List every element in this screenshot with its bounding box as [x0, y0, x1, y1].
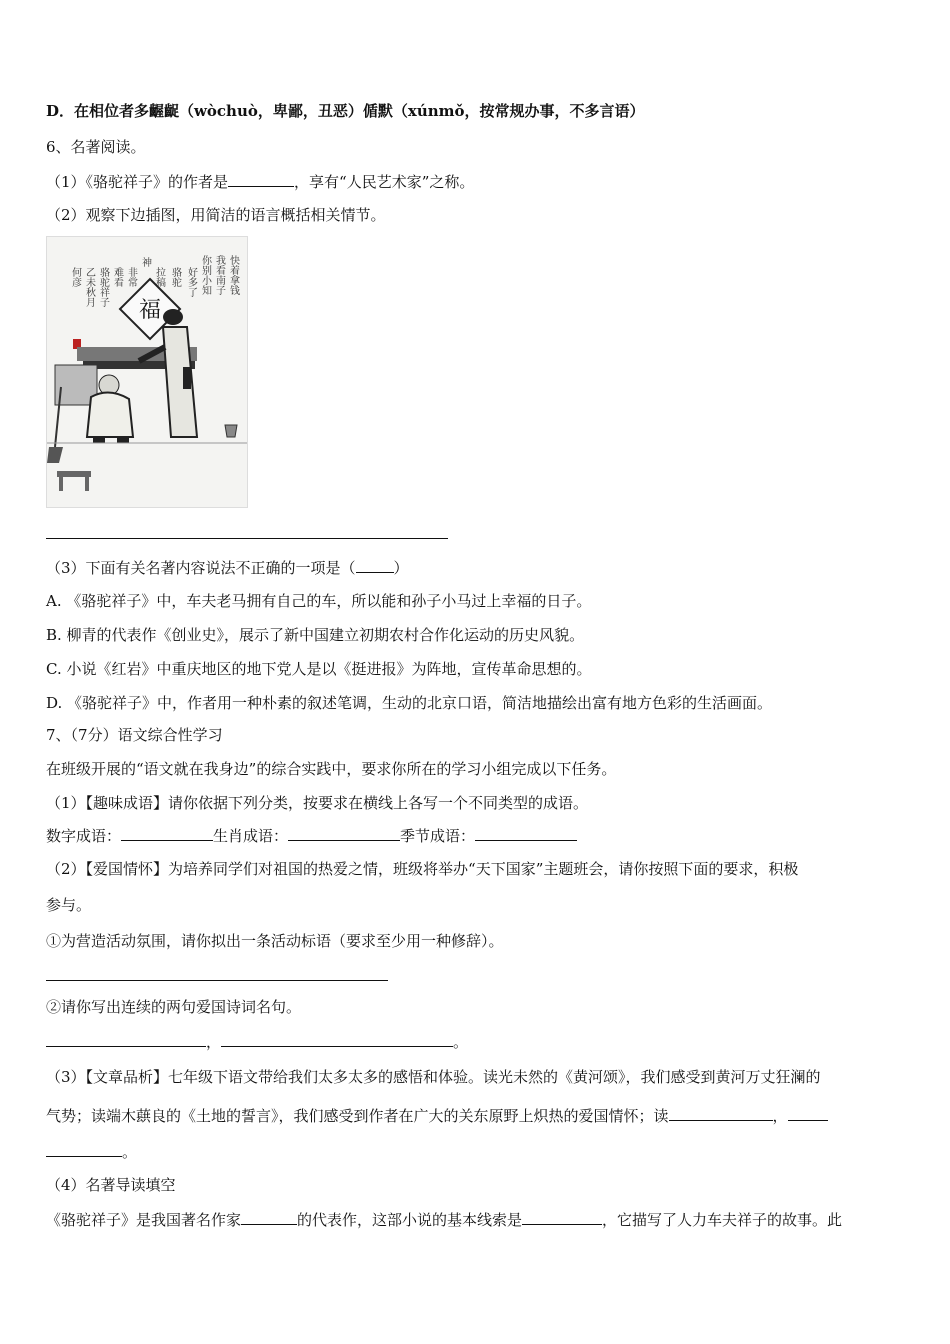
option-d: D. 《骆驼祥子》中，作者用一种朴素的叙述笔调，生动的北京口语，简洁地描绘出富有地方色彩的生活画面。: [46, 694, 773, 712]
article-blank-2[interactable]: [788, 1104, 828, 1121]
calligraphy-col-1: 快着拿钱: [227, 255, 239, 295]
question-7-3-line-2: [46, 1104, 908, 1127]
option-b: B. 柳青的代表作《创业史》，展示了新中国建立初期农村合作化运动的历史风貌。: [46, 626, 585, 644]
question-6-2: （2）观察下边插图，用简洁的语言概括相关情节。: [46, 206, 386, 224]
season-idiom-blank[interactable]: [475, 824, 577, 841]
novel-clue-blank[interactable]: [522, 1208, 602, 1225]
calligraphy-col-12: 何彦: [69, 267, 81, 287]
question-6-3-suffix: ）: [393, 559, 409, 577]
question-6-1-prefix: （1）《骆驼祥子》的作者是: [46, 173, 229, 191]
question-6-1: [46, 170, 908, 193]
novel-author-blank[interactable]: [241, 1208, 297, 1225]
option-d-line: D．在相位者多齷齪（wòchuò，卑鄙，丑恶）偱默（xúnmǒ，按常规办事，不多言语）: [46, 102, 645, 120]
question-7-3-text: 气势；读端木蕻良的《土地的誓言》，我们感受到作者在广大的关东原野上炽热的爱国情怀；读: [46, 1107, 669, 1125]
question-7-1: （1）【趣味成语】请你依据下列分类，按要求在横线上各写一个不同类型的成语。: [46, 794, 589, 812]
question-7-intro: 在班级开展的“语文就在我身边”的综合实践中，要求你所在的学习小组完成以下任务。: [46, 760, 617, 778]
calligraphy-col-8: 非常: [125, 267, 137, 287]
calligraphy-col-9: 难看: [111, 267, 123, 287]
rickshaw-scene-illustration: [46, 236, 248, 508]
question-7-2-2: ②请你写出连续的两句爱国诗词名句。: [46, 998, 302, 1016]
article-blank-2-cont[interactable]: [46, 1140, 122, 1157]
author-blank[interactable]: [228, 170, 294, 187]
poem-line-2-blank[interactable]: [221, 1030, 453, 1047]
question-7-4-line: [46, 1208, 908, 1231]
novel-summary-text: ，它描写了人力车夫祥子的故事。此: [602, 1211, 843, 1229]
number-idiom-label: 数字成语：: [46, 827, 122, 845]
question-7-2-line-2: 参与。: [46, 896, 92, 914]
article-comma: ，: [772, 1107, 788, 1125]
article-period: 。: [122, 1143, 138, 1161]
novel-clue-text: 的代表作，这部小说的基本线索是: [297, 1211, 523, 1229]
idiom-categories: [46, 824, 908, 847]
calligraphy-col-4: 好多了: [185, 267, 197, 297]
calligraphy-col-3: 你别小知: [199, 255, 211, 295]
number-idiom-blank[interactable]: [121, 824, 213, 841]
calligraphy-col-6: 拉稿: [153, 267, 165, 287]
fu-character: 福: [138, 298, 162, 323]
question-7-title: 7、（7分）语文综合性学习: [46, 726, 223, 744]
poem-answer-row: [46, 1030, 908, 1053]
slogan-answer-line[interactable]: [46, 980, 388, 981]
calligraphy-col-5: 骆驼: [169, 267, 181, 287]
novel-intro-text: 《骆驼祥子》是我国著名作家: [46, 1211, 242, 1229]
answer-line-6-2[interactable]: [46, 538, 448, 539]
question-6-title: 6、名著阅读。: [46, 138, 146, 156]
question-6-3-prefix: （3）下面有关名著内容说法不正确的一项是（: [46, 559, 356, 577]
calligraphy-col-2: 我看南子: [213, 255, 225, 295]
question-7-2-1: ①为营造活动氛围，请你拟出一条活动标语（要求至少用一种修辞）。: [46, 932, 504, 950]
question-7-3-line-1: （3）【文章品析】七年级下语文带给我们太多太多的感悟和体验。读光未然的《黄河颂》，我们感受到黄河万丈狂澜的: [46, 1068, 821, 1086]
option-c: C. 小说《红岩》中重庆地区的地下党人是以《挺进报》为阵地，宣传革命思想的。: [46, 660, 592, 678]
season-idiom-label: 季节成语：: [400, 827, 476, 845]
zodiac-idiom-blank[interactable]: [288, 824, 400, 841]
calligraphy-col-11: 乙未秋月: [83, 267, 95, 307]
choice-blank[interactable]: [356, 556, 394, 573]
question-7-3-line-3: [46, 1140, 908, 1163]
article-blank-1[interactable]: [669, 1104, 773, 1121]
calligraphy-col-10: 骆驼祥子: [97, 267, 109, 307]
question-6-3: [46, 556, 908, 579]
poem-line-1-blank[interactable]: [46, 1030, 206, 1047]
zodiac-idiom-label: 生肖成语：: [213, 827, 289, 845]
question-7-2-line-1: （2）【爱国情怀】为培养同学们对祖国的热爱之情，班级将举办“天下国家”主题班会，请你按照下面的要求，积极: [46, 860, 799, 878]
poem-period: 。: [453, 1033, 469, 1051]
question-7-4: （4）名著导读填空: [46, 1176, 176, 1194]
option-a: A. 《骆驼祥子》中，车夫老马拥有自己的车，所以能和孙子小马过上幸福的日子。: [46, 592, 592, 610]
calligraphy-col-7: 神: [139, 257, 151, 267]
poem-comma: ，: [206, 1033, 222, 1051]
question-6-1-suffix: ，享有“人民艺术家”之称。: [294, 173, 475, 191]
